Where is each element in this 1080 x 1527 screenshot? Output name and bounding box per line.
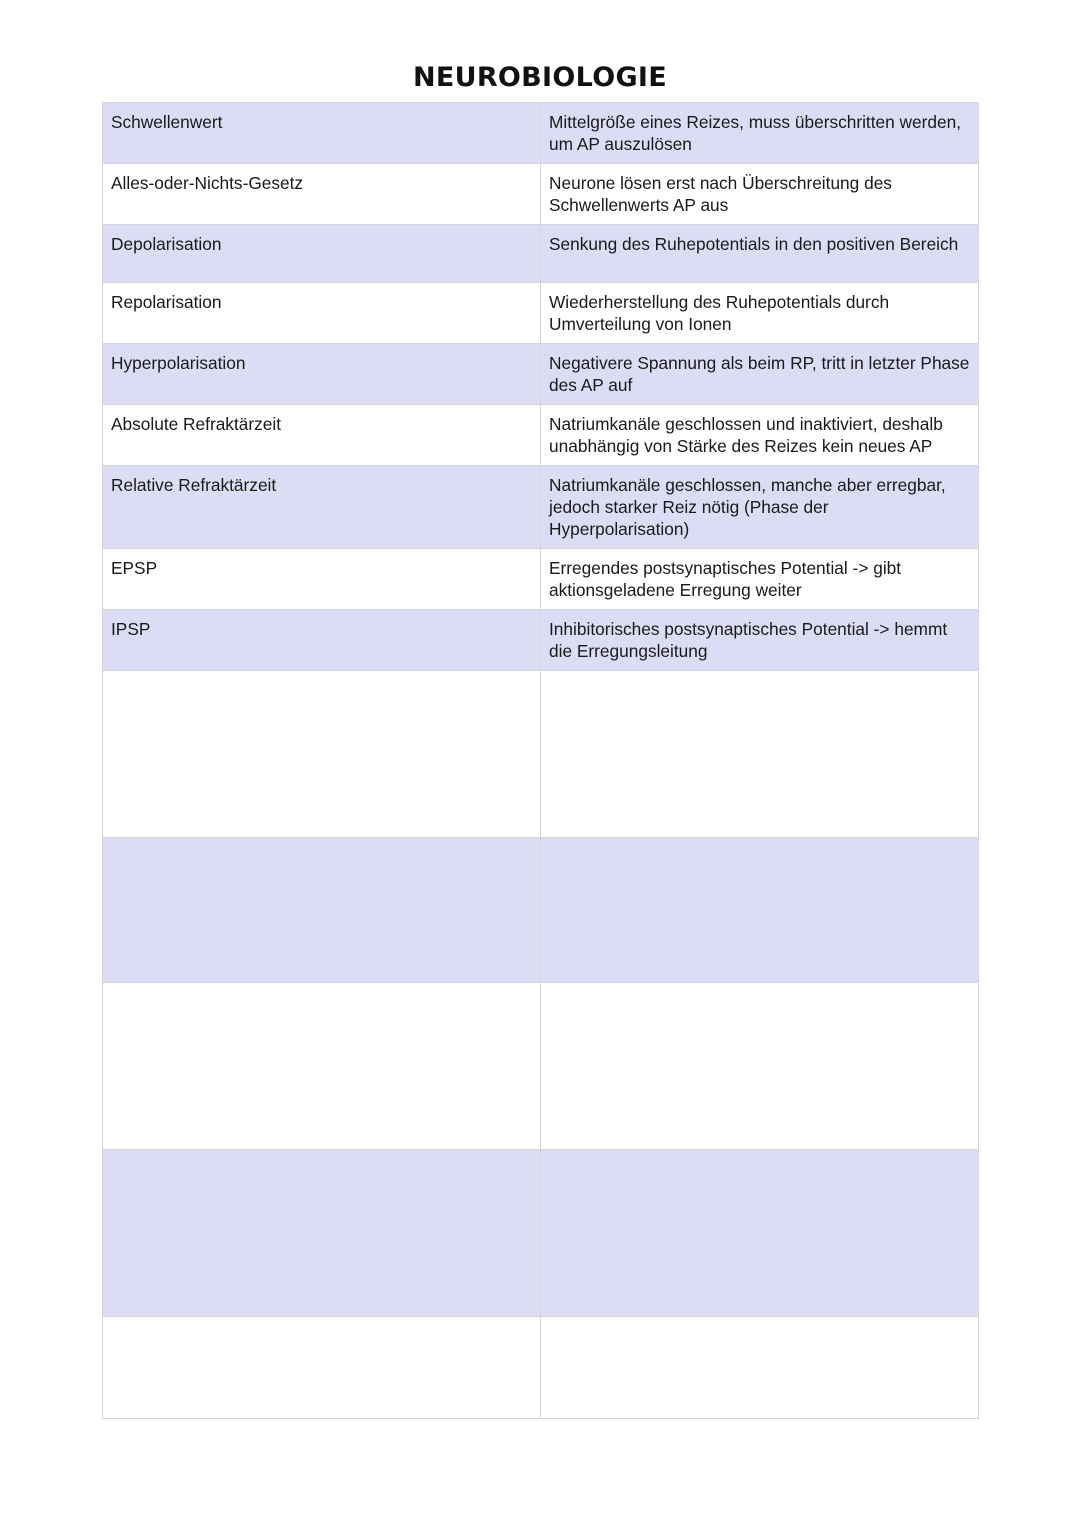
- term-cell: [103, 983, 541, 1150]
- definition-cell: Natriumkanäle geschlossen und inaktiviert, deshalb unabhängig von Stärke des Reizes kein neues AP: [541, 405, 979, 466]
- definition-cell: Erregendes postsynaptisches Potential -> gibt aktionsgeladene Erregung weiter: [541, 549, 979, 610]
- definition-cell: Mittelgröße eines Reizes, muss überschritten werden, um AP auszulösen: [541, 103, 979, 164]
- definition-cell: Inhibitorisches postsynaptisches Potential -> hemmt die Erregungsleitung: [541, 610, 979, 671]
- term-cell: [103, 1150, 541, 1317]
- term-cell: Schwellenwert: [103, 103, 541, 164]
- definition-cell: [541, 1150, 979, 1317]
- term-cell: [103, 1317, 541, 1419]
- definition-cell: Negativere Spannung als beim RP, tritt in letzter Phase des AP auf: [541, 344, 979, 405]
- table-row: [103, 983, 979, 1150]
- table-row: [103, 1150, 979, 1317]
- table-row: [103, 671, 979, 838]
- term-cell: EPSP: [103, 549, 541, 610]
- term-cell: [103, 671, 541, 838]
- table-row: [103, 164, 979, 225]
- definition-cell: [541, 838, 979, 983]
- definition-cell: [541, 983, 979, 1150]
- table-row: [103, 225, 979, 283]
- term-cell: Alles-oder-Nichts-Gesetz: [103, 164, 541, 225]
- page-title: NEUROBIOLOGIE: [412, 62, 668, 93]
- definition-cell: [541, 671, 979, 838]
- term-cell: IPSP: [103, 610, 541, 671]
- definition-cell: Neurone lösen erst nach Überschreitung des Schwellenwerts AP aus: [541, 164, 979, 225]
- table-row: [103, 549, 979, 610]
- definition-cell: Wiederherstellung des Ruhepotentials durch Umverteilung von Ionen: [541, 283, 979, 344]
- term-cell: Absolute Refraktärzeit: [103, 405, 541, 466]
- definition-cell: Natriumkanäle geschlossen, manche aber erregbar, jedoch starker Reiz nötig (Phase der Hyperpolarisation): [541, 466, 979, 549]
- table-row: [103, 283, 979, 344]
- table-row: [103, 344, 979, 405]
- definition-cell: Senkung des Ruhepotentials in den positiven Bereich: [541, 225, 979, 283]
- table-row: [103, 1317, 979, 1419]
- term-cell: Hyperpolarisation: [103, 344, 541, 405]
- term-cell: Relative Refraktärzeit: [103, 466, 541, 549]
- table-row: [103, 838, 979, 983]
- term-cell: Depolarisation: [103, 225, 541, 283]
- term-cell: [103, 838, 541, 983]
- table-row: [103, 405, 979, 466]
- table-row: [103, 103, 979, 164]
- term-cell: Repolarisation: [103, 283, 541, 344]
- table-row: [103, 610, 979, 671]
- definition-cell: [541, 1317, 979, 1419]
- table-row: [103, 466, 979, 549]
- glossary-table: [102, 102, 979, 1419]
